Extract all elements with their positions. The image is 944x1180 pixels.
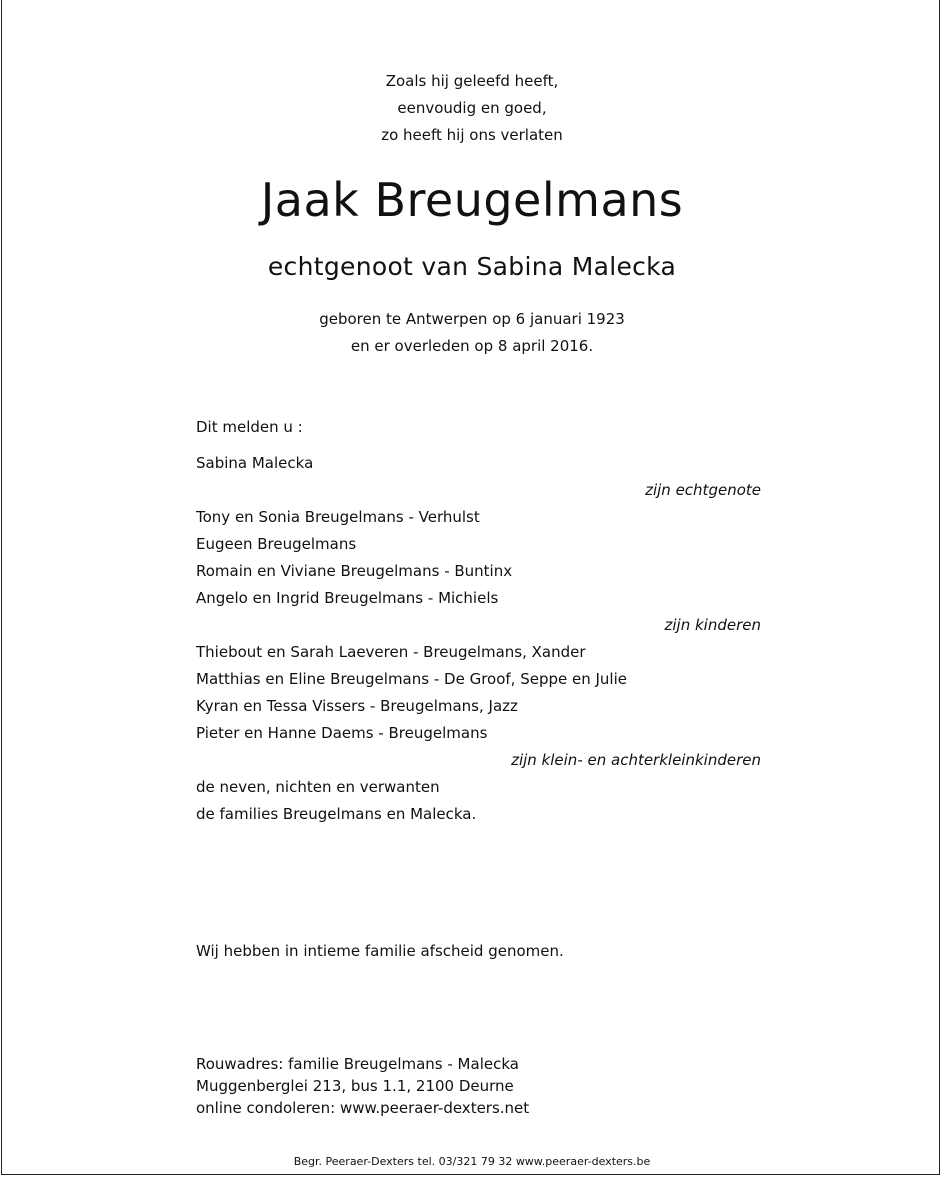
mourning-address: Rouwadres: familie Breugelmans - Malecka bbox=[196, 1055, 519, 1073]
death-line: en er overleden op 8 april 2016. bbox=[350, 337, 594, 355]
address-block bbox=[196, 1053, 761, 1119]
family-member: Thiebout en Sarah Laeveren - Breugelmans, Xander bbox=[196, 643, 586, 661]
birth-death-dates bbox=[0, 306, 944, 360]
family-member: Tony en Sonia Breugelmans - Verhulst bbox=[196, 508, 480, 526]
spouse-line: echtgenoot van Sabina Malecka bbox=[267, 252, 677, 281]
family-member: Pieter en Hanne Daems - Breugelmans bbox=[196, 724, 488, 742]
family-member: Angelo en Ingrid Breugelmans - Michiels bbox=[196, 589, 499, 607]
family-member: Eugeen Breugelmans bbox=[196, 535, 357, 553]
street-address: Muggenberglei 213, bus 1.1, 2100 Deurne bbox=[196, 1077, 514, 1095]
family-member: de neven, nichten en verwanten bbox=[196, 778, 440, 796]
relation-label: zijn klein- en achterkleinkinderen bbox=[511, 751, 761, 769]
family-member: de families Breugelmans en Malecka. bbox=[196, 805, 477, 823]
poem-line: eenvoudig en goed, bbox=[397, 99, 547, 117]
announcement-intro: Dit melden u : bbox=[196, 418, 303, 436]
farewell-block bbox=[196, 938, 761, 965]
birth-line: geboren te Antwerpen op 6 januari 1923 bbox=[319, 310, 625, 328]
family-member: Sabina Malecka bbox=[196, 454, 314, 472]
poem bbox=[0, 68, 944, 149]
online-condolence: online condoleren: www.peeraer-dexters.net bbox=[196, 1099, 530, 1117]
family-list bbox=[196, 450, 761, 828]
deceased-name: Jaak Breugelmans bbox=[260, 173, 684, 227]
relation-label: zijn kinderen bbox=[664, 616, 761, 634]
poem-line: Zoals hij geleefd heeft, bbox=[385, 72, 559, 90]
funeral-home-footer: Begr. Peeraer-Dexters tel. 03/321 79 32 www.peeraer-dexters.be bbox=[293, 1155, 651, 1168]
relation-label: zijn echtgenote bbox=[645, 481, 761, 499]
farewell-text: Wij hebben in intieme familie afscheid genomen. bbox=[196, 942, 564, 960]
family-member: Matthias en Eline Breugelmans - De Groof, Seppe en Julie bbox=[196, 670, 627, 688]
family-member: Kyran en Tessa Vissers - Breugelmans, Jazz bbox=[196, 697, 518, 715]
poem-line: zo heeft hij ons verlaten bbox=[381, 126, 563, 144]
announcement-intro-block bbox=[196, 414, 761, 441]
family-member: Romain en Viviane Breugelmans - Buntinx bbox=[196, 562, 513, 580]
